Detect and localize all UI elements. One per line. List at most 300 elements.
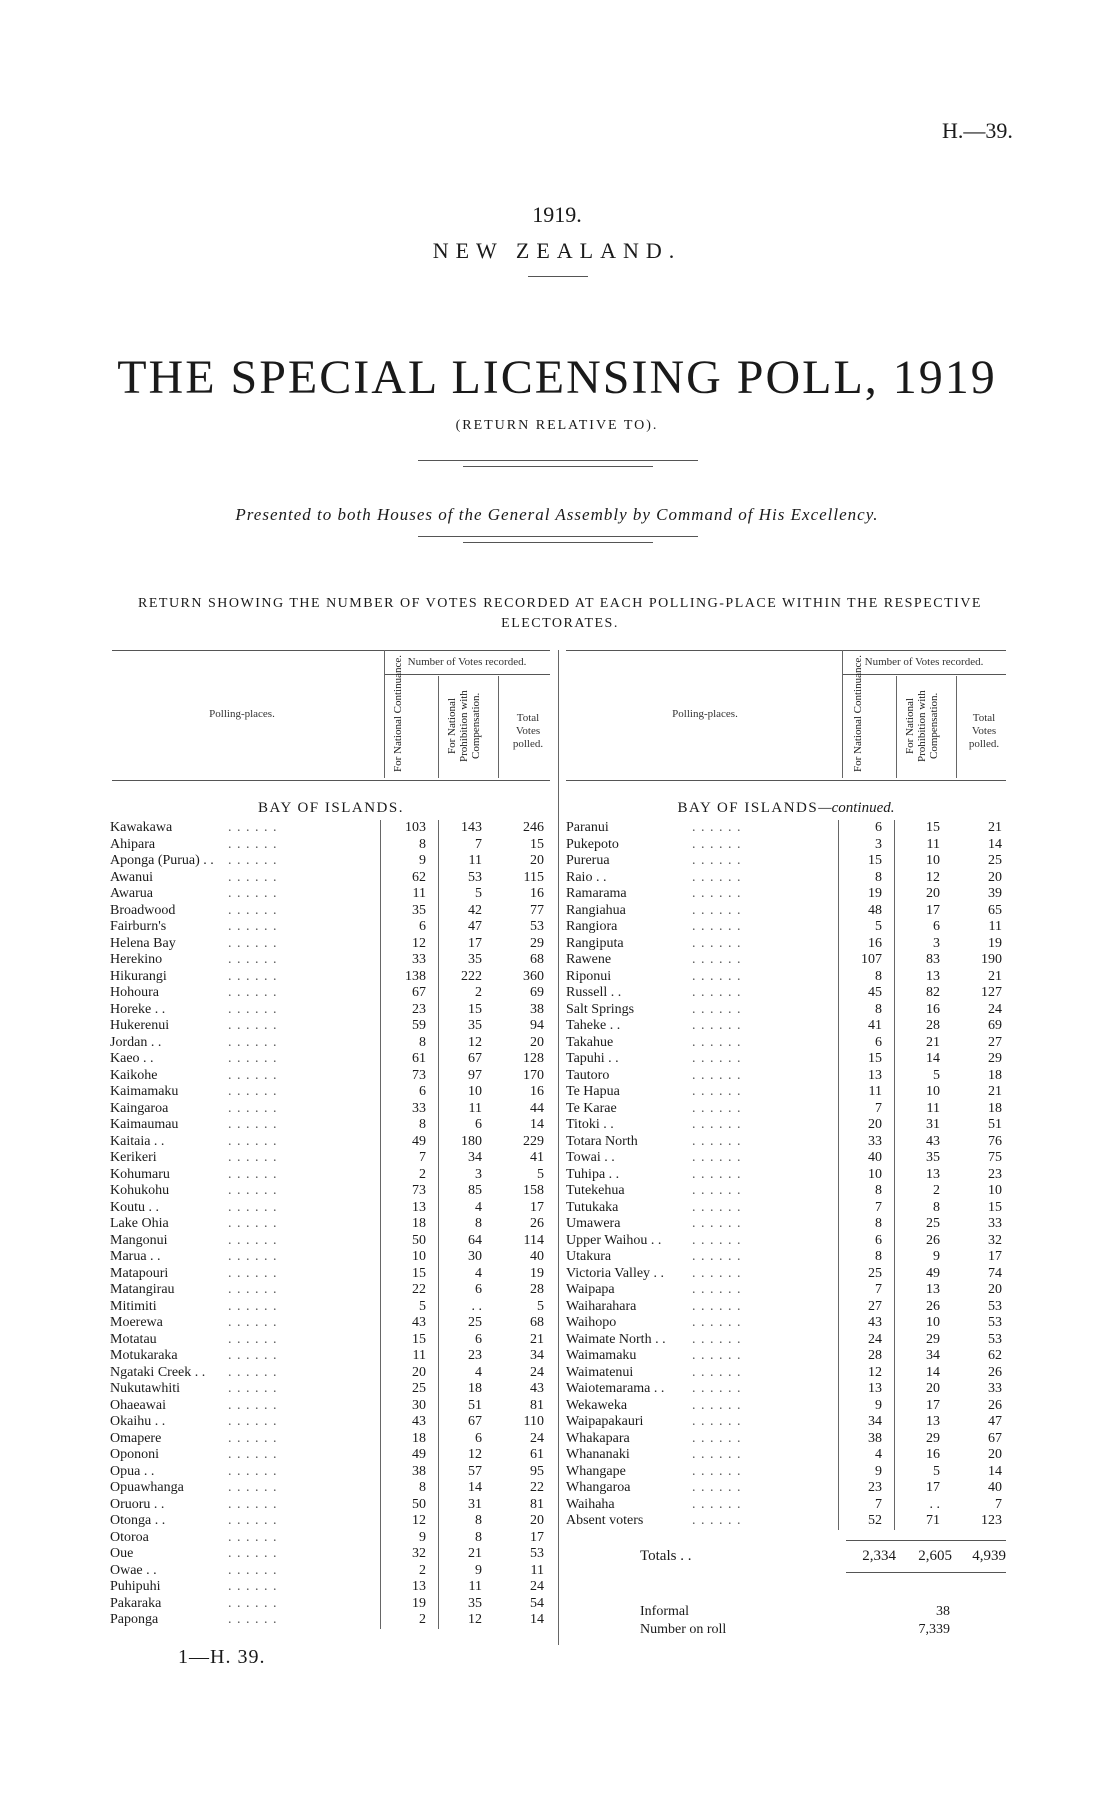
page-footer: 1—H. 39. [178, 1646, 266, 1668]
leader-dots: . . . . . . [228, 1100, 278, 1116]
total-votes: 115 [523, 869, 544, 885]
table-row [566, 1282, 1006, 1299]
column-rule [956, 676, 957, 778]
total-votes: 47 [988, 1414, 1002, 1429]
total-header: Total Votes polled. [968, 712, 1000, 750]
continuance-votes: 10 [868, 1166, 882, 1182]
polling-place-name: Takahue [566, 1034, 614, 1050]
polling-place-name: Koutu . . [110, 1199, 159, 1215]
presented-line: Presented to both Houses of the General Assembly by Command of His Excellency. [235, 505, 879, 524]
table-row [566, 1365, 1006, 1382]
leader-dots: . . . . . . [228, 820, 278, 835]
table-row [110, 1332, 558, 1349]
total-votes: 20 [530, 853, 544, 868]
polling-place-name: Moerewa [110, 1315, 163, 1330]
leader-dots: . . . . . . [692, 1463, 742, 1479]
total-votes: 74 [988, 1265, 1002, 1281]
table-row [110, 1200, 558, 1217]
table-row [110, 1381, 558, 1398]
continuance-header: For National Continuance. [392, 654, 404, 772]
table-row [110, 1167, 558, 1184]
continuance-votes: 7 [875, 1496, 882, 1512]
polling-place-name: Tapuhi . . [566, 1051, 619, 1066]
continuance-votes: 13 [412, 1579, 426, 1594]
table-row [110, 1513, 558, 1530]
leader-dots: . . . . . . [692, 1496, 742, 1512]
leader-dots: . . . . . . [692, 1150, 742, 1165]
leader-dots: . . . . . . [692, 1100, 742, 1116]
continuance-votes: 12 [412, 935, 426, 951]
table-row [566, 1332, 1006, 1349]
total-votes: 158 [523, 1183, 544, 1198]
polling-place-name: Horeke . . [110, 1001, 166, 1017]
leader-dots: . . . . . . [228, 968, 278, 984]
polling-place-name: Fairburn's [110, 919, 167, 934]
prohibition-votes: 13 [926, 1282, 940, 1297]
prohibition-votes: 14 [468, 1480, 482, 1495]
continuance-votes: 15 [412, 1265, 426, 1281]
total-votes: 44 [530, 1100, 544, 1116]
polling-place-name: Otonga . . [110, 1513, 166, 1528]
prohibition-votes: 4 [475, 1199, 482, 1215]
table-row [110, 1117, 558, 1134]
prohibition-votes: 29 [926, 1430, 940, 1446]
leader-dots: . . . . . . [228, 1298, 278, 1314]
leader-dots: . . . . . . [228, 935, 278, 951]
polling-place-name: Hukerenui [110, 1018, 170, 1033]
total-votes: 69 [530, 985, 544, 1000]
continuance-votes: 13 [412, 1199, 426, 1215]
table-row [110, 1563, 558, 1580]
leader-dots: . . . . . . [692, 968, 742, 984]
continuance-votes: 43 [412, 1315, 426, 1330]
prohibition-votes: 11 [468, 1579, 482, 1594]
continuance-votes: 50 [412, 1232, 426, 1248]
continuance-votes: 12 [868, 1364, 882, 1380]
prohibition-votes: 143 [461, 820, 482, 835]
leader-dots: . . . . . . [692, 1397, 742, 1413]
roll-value: 7,339 [918, 1622, 950, 1637]
prohibition-votes: 20 [926, 1381, 940, 1396]
leader-dots: . . . . . . [228, 869, 278, 885]
polling-place-name: Rawene [566, 952, 612, 967]
prohibition-votes: 222 [461, 968, 482, 984]
total-votes: 51 [988, 1117, 1002, 1132]
table-top-rule [566, 650, 1006, 651]
table-row [110, 1035, 558, 1052]
polling-place-name: Motukaraka [110, 1348, 178, 1363]
total-votes: 62 [988, 1348, 1002, 1363]
prohibition-votes: 5 [475, 886, 482, 901]
prohibition-votes: 34 [468, 1150, 482, 1165]
table-row [110, 1447, 558, 1464]
table-row [110, 1414, 558, 1431]
table-row [110, 1464, 558, 1481]
continuance-votes: 107 [861, 952, 882, 967]
polling-place-name: Kaitaia . . [110, 1133, 165, 1149]
continuance-votes: 8 [419, 1117, 426, 1132]
polling-place-name: Waimate North . . [566, 1331, 666, 1347]
table-row [566, 1299, 1006, 1316]
total-votes: 26 [988, 1397, 1002, 1413]
table-row [566, 1348, 1006, 1365]
prohibition-votes: 4 [475, 1265, 482, 1281]
table-row [566, 1480, 1006, 1497]
polling-place-name: Ohaeawai [110, 1397, 166, 1413]
table-row [566, 1497, 1006, 1514]
polling-place-name: Te Karae [566, 1100, 617, 1116]
total-votes: 127 [981, 985, 1002, 1000]
totals-prohibition: 2,605 [918, 1548, 952, 1564]
leader-dots: . . . . . . [692, 886, 742, 901]
right-section-name: BAY OF ISLANDS [677, 800, 819, 816]
total-votes: 27 [988, 1034, 1002, 1050]
prohibition-votes: 13 [926, 1414, 940, 1429]
continuance-votes: 6 [875, 1232, 882, 1248]
table-row [566, 1249, 1006, 1266]
polling-place-name: Kerikeri [110, 1150, 157, 1165]
total-votes: 33 [988, 1216, 1002, 1231]
country-heading: NEW ZEALAND. [432, 238, 682, 263]
prohibition-votes: 67 [468, 1414, 482, 1429]
leader-dots: . . . . . . [692, 1315, 742, 1330]
continuance-votes: 9 [875, 1397, 882, 1413]
prohibition-votes: 5 [933, 1067, 940, 1083]
polling-place-name: Kohukohu [110, 1183, 170, 1198]
continuance-votes: 38 [412, 1463, 426, 1479]
polling-place-name: Utakura [566, 1249, 612, 1264]
leader-dots: . . . . . . [228, 1315, 278, 1330]
prohibition-votes: 53 [468, 869, 482, 885]
leader-dots: . . . . . . [692, 1331, 742, 1347]
continuance-votes: 2 [419, 1562, 426, 1578]
continuance-votes: 15 [412, 1331, 426, 1347]
prohibition-votes: 20 [926, 886, 940, 901]
leader-dots: . . . . . . [228, 1612, 278, 1627]
total-votes: 246 [523, 820, 544, 835]
total-votes: 24 [988, 1001, 1002, 1017]
leader-dots: . . . . . . [692, 1249, 742, 1264]
table-row [110, 1579, 558, 1596]
prohibition-votes: 30 [468, 1249, 482, 1264]
prohibition-votes: 34 [926, 1348, 940, 1363]
polling-place-name: Tutukaka [566, 1199, 619, 1215]
table-row [110, 1546, 558, 1563]
leader-dots: . . . . . . [692, 1199, 742, 1215]
table-row [110, 1348, 558, 1365]
polling-place-name: Awanui [110, 869, 154, 885]
continuance-votes: 62 [412, 869, 426, 885]
polling-place-name: Oue [110, 1546, 134, 1561]
leader-dots: . . . . . . [692, 1232, 742, 1248]
prohibition-votes: 47 [468, 919, 482, 934]
polling-place-name: Motatau [110, 1331, 157, 1347]
polling-place-name: Towai . . [566, 1150, 615, 1165]
leader-dots: . . . . . . [228, 1249, 278, 1264]
leader-dots: . . . . . . [228, 1529, 278, 1545]
polling-place-name: Okaihu . . [110, 1414, 166, 1429]
document-year: 1919. [532, 202, 582, 227]
continuance-header: For National Continuance. [852, 654, 864, 772]
continuance-votes: 15 [868, 1051, 882, 1066]
table-row [566, 1266, 1006, 1283]
prohibition-votes: 17 [468, 935, 482, 951]
polling-place-name: Aponga (Purua) . . [110, 853, 214, 868]
leader-dots: . . . . . . [692, 935, 742, 951]
table-row [566, 837, 1006, 854]
prohibition-votes: 8 [475, 1513, 482, 1528]
prohibition-votes: 83 [926, 952, 940, 967]
prohibition-votes: 11 [468, 1100, 482, 1116]
leader-dots: . . . . . . [228, 1199, 278, 1215]
polling-place-name: Nukutawhiti [110, 1381, 180, 1396]
leader-dots: . . . . . . [228, 902, 278, 918]
total-votes: 20 [988, 869, 1002, 885]
polling-place-name: Pakaraka [110, 1595, 162, 1611]
total-votes: 54 [530, 1595, 544, 1611]
roll-label: Number on roll [640, 1622, 727, 1637]
total-votes: 75 [988, 1150, 1002, 1165]
prohibition-votes: 14 [926, 1051, 940, 1066]
continuance-votes: 5 [419, 1298, 426, 1314]
continuance-votes: 33 [412, 952, 426, 967]
total-votes: 21 [988, 1084, 1002, 1099]
leader-dots: . . . . . . [692, 1034, 742, 1050]
prohibition-votes: 97 [468, 1067, 482, 1083]
table-row [110, 936, 558, 953]
table-row [110, 1101, 558, 1118]
total-votes: 26 [988, 1364, 1002, 1380]
prohibition-votes: 35 [468, 1595, 482, 1611]
polling-place-name: Broadwood [110, 902, 176, 918]
leader-dots: . . . . . . [692, 1414, 742, 1429]
polling-place-name: Helena Bay [110, 935, 176, 951]
leader-dots: . . . . . . [228, 886, 278, 901]
table-row [566, 820, 1006, 837]
table-row [566, 919, 1006, 936]
continuance-votes: 25 [868, 1265, 882, 1281]
leader-dots: . . . . . . [692, 1430, 742, 1446]
total-votes: 81 [530, 1496, 544, 1512]
table-row [110, 1266, 558, 1283]
continuance-votes: 6 [875, 1034, 882, 1050]
prohibition-votes: 26 [926, 1298, 940, 1314]
table-row [110, 1002, 558, 1019]
polling-place-name: Te Hapua [566, 1084, 620, 1099]
total-votes: 15 [530, 836, 544, 852]
polling-place-name: Kaimamaku [110, 1084, 179, 1099]
total-votes: 65 [988, 902, 1002, 918]
prohibition-votes: 17 [926, 1397, 940, 1413]
prohibition-votes: 10 [926, 1084, 940, 1099]
table-row [566, 1431, 1006, 1448]
table-row [110, 1249, 558, 1266]
total-votes: 19 [988, 935, 1002, 951]
leader-dots: . . . . . . [692, 1480, 742, 1495]
polling-place-name: Victoria Valley . . [566, 1265, 665, 1281]
table-row [110, 1530, 558, 1547]
polling-place-name: Waimamaku [566, 1348, 637, 1363]
prohibition-votes: 2 [933, 1183, 940, 1198]
leader-dots: . . . . . . [692, 1084, 742, 1099]
continuance-votes: 33 [412, 1100, 426, 1116]
leader-dots: . . . . . . [228, 1546, 278, 1561]
total-votes: 14 [530, 1612, 544, 1627]
leader-dots: . . . . . . [692, 1117, 742, 1132]
prohibition-votes: 13 [926, 968, 940, 984]
total-votes: 34 [530, 1348, 544, 1363]
totals-total: 4,939 [972, 1548, 1006, 1564]
column-rule [838, 820, 839, 1530]
table-top-rule [112, 650, 550, 651]
leader-dots: . . . . . . [692, 985, 742, 1000]
polling-place-name: Matangirau [110, 1282, 175, 1297]
column-rule [438, 820, 439, 1629]
table-heading: RETURN SHOWING THE NUMBER OF VOTES RECORDED AT EACH POLLING-PLACE WITHIN THE RESPECTIVE ELECTORATES. [138, 596, 982, 631]
table-row [110, 903, 558, 920]
leader-dots: . . . . . . [692, 1067, 742, 1083]
prohibition-votes: 31 [468, 1496, 482, 1512]
polling-place-name: Kaikohe [110, 1067, 158, 1083]
polling-place-name: Waihopo [566, 1315, 617, 1330]
prohibition-votes: 10 [926, 853, 940, 868]
table-row [110, 1365, 558, 1382]
table-row [110, 886, 558, 903]
prohibition-votes: 11 [926, 1100, 940, 1116]
continuance-votes: 41 [868, 1018, 882, 1033]
prohibition-votes: 35 [926, 1150, 940, 1165]
continuance-votes: 7 [875, 1100, 882, 1116]
polling-place-name: Kawakawa [110, 820, 173, 835]
totals-rule [846, 1540, 1006, 1541]
column-rule [896, 676, 897, 778]
polling-place-name: Opuawhanga [110, 1480, 184, 1495]
total-votes: 123 [981, 1513, 1002, 1528]
polling-place-name: Waipapa [566, 1282, 615, 1297]
table-row [566, 1183, 1006, 1200]
polling-place-name: Ahipara [110, 836, 156, 852]
leader-dots: . . . . . . [228, 1348, 278, 1363]
total-votes: 14 [988, 836, 1002, 852]
continuance-votes: 8 [419, 836, 426, 852]
polling-place-name: Rangiahua [566, 902, 626, 918]
table-row [110, 1150, 558, 1167]
leader-dots: . . . . . . [228, 1084, 278, 1099]
total-votes: 17 [530, 1199, 544, 1215]
table-row [110, 1134, 558, 1151]
polling-place-name: Marua . . [110, 1249, 161, 1264]
table-row [110, 1216, 558, 1233]
continuance-votes: 34 [868, 1414, 882, 1429]
leader-dots: . . . . . . [692, 1348, 742, 1363]
continuance-votes: 138 [405, 968, 426, 984]
polling-place-name: Waihaha [566, 1496, 615, 1512]
document-title: THE SPECIAL LICENSING POLL, 1919 [117, 351, 997, 404]
column-rule [894, 820, 895, 1530]
table-row [110, 1299, 558, 1316]
table-row [110, 853, 558, 870]
right-section-continued: —continued. [818, 800, 895, 816]
leader-dots: . . . . . . [228, 1265, 278, 1281]
leader-dots: . . . . . . [692, 836, 742, 852]
total-votes: 110 [523, 1414, 544, 1429]
total-votes: 68 [530, 952, 544, 967]
prohibition-votes: 16 [926, 1001, 940, 1017]
polling-place-name: Riponui [566, 968, 612, 984]
total-votes: 17 [530, 1529, 544, 1545]
total-votes: 39 [988, 886, 1002, 901]
leader-dots: . . . . . . [692, 1133, 742, 1149]
leader-dots: . . . . . . [228, 1216, 278, 1231]
prohibition-votes: 6 [475, 1430, 482, 1446]
leader-dots: . . . . . . [228, 1562, 278, 1578]
total-votes: 360 [523, 968, 544, 984]
prohibition-votes: 11 [468, 853, 482, 868]
leader-dots: . . . . . . [228, 1133, 278, 1149]
continuance-votes: 7 [875, 1282, 882, 1297]
continuance-votes: 23 [412, 1001, 426, 1017]
continuance-votes: 32 [412, 1546, 426, 1561]
continuance-votes: 11 [868, 1084, 882, 1099]
prohibition-votes: 25 [468, 1315, 482, 1330]
total-votes: 15 [988, 1199, 1002, 1215]
leader-dots: . . . . . . [228, 1414, 278, 1429]
table-row [566, 936, 1006, 953]
polling-place-name: Waipapakauri [566, 1414, 644, 1429]
column-rule [498, 676, 499, 778]
leader-dots: . . . . . . [692, 853, 742, 868]
polling-place-name: Whangape [566, 1463, 626, 1479]
polling-places-header: Polling-places. [209, 708, 275, 720]
polling-place-name: Puhipuhi [110, 1579, 161, 1594]
total-votes: 20 [988, 1282, 1002, 1297]
leader-dots: . . . . . . [228, 1463, 278, 1479]
divider [418, 460, 698, 461]
prohibition-votes: 85 [468, 1183, 482, 1198]
continuance-votes: 7 [419, 1150, 426, 1165]
total-votes: 5 [537, 1166, 544, 1182]
leader-dots: . . . . . . [692, 820, 742, 835]
continuance-votes: 33 [868, 1133, 882, 1149]
total-votes: 22 [530, 1480, 544, 1495]
continuance-votes: 20 [868, 1117, 882, 1132]
header-rule [384, 674, 550, 675]
table-row [566, 1101, 1006, 1118]
continuance-votes: 48 [868, 902, 882, 918]
continuance-votes: 19 [412, 1595, 426, 1611]
polling-places-header: Polling-places. [672, 708, 738, 720]
prohibition-votes: 31 [926, 1117, 940, 1132]
prohibition-votes: 43 [926, 1133, 940, 1149]
polling-place-name: Totara North [566, 1133, 638, 1149]
continuance-votes: 10 [412, 1249, 426, 1264]
prohibition-votes: 42 [468, 902, 482, 918]
table-row [566, 886, 1006, 903]
leader-dots: . . . . . . [228, 1150, 278, 1165]
polling-place-name: Hohoura [110, 985, 159, 1000]
prohibition-votes: 23 [468, 1348, 482, 1363]
table-row [110, 952, 558, 969]
leader-dots: . . . . . . [228, 1117, 278, 1132]
table-row [110, 1084, 558, 1101]
leader-dots: . . . . . . [228, 853, 278, 868]
total-votes: 77 [530, 902, 544, 918]
continuance-votes: 23 [868, 1480, 882, 1495]
prohibition-votes: 10 [468, 1084, 482, 1099]
center-rule [558, 650, 559, 1645]
leader-dots: . . . . . . [692, 902, 742, 918]
prohibition-votes: 9 [933, 1249, 940, 1264]
